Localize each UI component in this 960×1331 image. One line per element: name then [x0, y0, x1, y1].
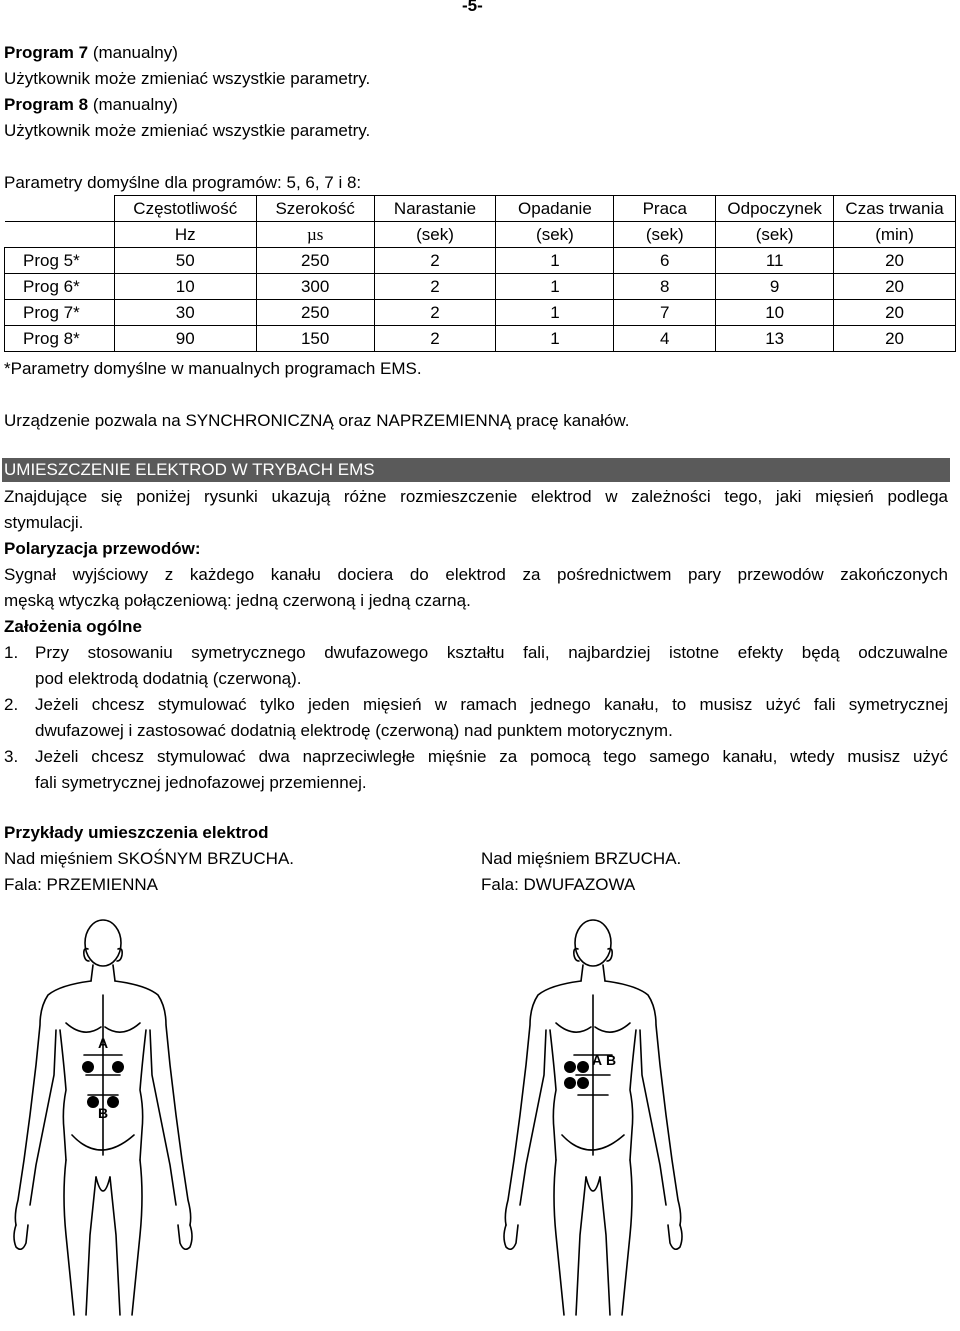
table-cell: 20: [834, 326, 956, 352]
page-number: -5-: [462, 0, 483, 15]
table-cell: 11: [716, 248, 834, 274]
polarization-text-line1: Sygnał wyjściowy z każdego kanału dociera do elektrod za pośrednictwem pary przewodów zakończonych: [4, 565, 948, 584]
electrode-label-a: A: [98, 1035, 109, 1051]
header-work: Praca: [614, 196, 716, 222]
table-cell: 8: [614, 274, 716, 300]
table-row: [5, 248, 956, 274]
unit-cell: (min): [834, 222, 956, 248]
table-row: [5, 274, 956, 300]
example-right-wave: Fala: DWUFAZOWA: [481, 875, 636, 894]
example-left-wave: Fala: PRZEMIENNA: [4, 875, 158, 894]
table-corner-cell: [5, 222, 115, 248]
section-title-bar: UMIESZCZENIE ELEKTROD W TRYBACH EMS: [2, 458, 950, 482]
table-cell: 2: [374, 300, 496, 326]
table-row: [5, 300, 956, 326]
item-number: 3.: [4, 747, 19, 766]
item-line1: Przy stosowaniu symetrycznego dwufazowego kształtu fali, najbardziej istotne efekty będą odczuwalne: [35, 643, 948, 662]
table-units-row: [5, 222, 956, 248]
table-cell: 13: [716, 326, 834, 352]
table-cell: 90: [114, 326, 256, 352]
item-line2: dwufazowej i zastosować dodatnią elektrodę (czerwoną) nad punktem motorycznym.: [35, 721, 673, 740]
table-cell: 10: [716, 300, 834, 326]
unit-cell: (sek): [496, 222, 614, 248]
general-heading: Założenia ogólne: [4, 617, 142, 636]
table-cell: 6: [614, 248, 716, 274]
table-cell: 1: [496, 248, 614, 274]
program8-title: Program 8: [4, 95, 89, 114]
table-cell: 1: [496, 326, 614, 352]
polarization-text-line2: męską wtyczką połączeniową: jedną czerwoną i jedną czarną.: [4, 591, 471, 610]
body-figure-oblique: [0, 915, 210, 1325]
header-rise: Narastanie: [374, 196, 496, 222]
item-line1: Jeżeli chcesz stymulować tylko jeden mięsień w ramach jednego kanału, to musisz użyć fali symetrycznej: [35, 695, 948, 714]
header-frequency: Częstotliwość: [114, 196, 256, 222]
electrode-label-b: B: [98, 1105, 109, 1121]
program8-desc: Użytkownik może zmieniać wszystkie parametry.: [4, 121, 371, 140]
electrode-label-a: A: [592, 1052, 603, 1068]
header-duration: Czas trwania: [834, 196, 956, 222]
defaults-heading: Parametry domyślne dla programów: 5, 6, 7 i 8:: [4, 173, 362, 192]
unit-cell: (sek): [374, 222, 496, 248]
table-cell: 20: [834, 248, 956, 274]
program8-mode: (manualny): [92, 95, 178, 114]
table-cell: 2: [374, 248, 496, 274]
table-cell: 2: [374, 274, 496, 300]
unit-cell: Hz: [114, 222, 256, 248]
section-intro-line2: stymulacji.: [4, 513, 84, 532]
table-cell: 2: [374, 326, 496, 352]
row-label: Prog 6*: [5, 274, 115, 300]
unit-cell: (sek): [716, 222, 834, 248]
table-row: [5, 326, 956, 352]
example-left-muscle: Nad mięśniem SKOŚNYM BRZUCHA.: [4, 849, 295, 868]
polarization-heading: Polaryzacja przewodów:: [4, 539, 201, 558]
table-footnote: *Parametry domyślne w manualnych programach EMS.: [4, 359, 422, 378]
table-cell: 1: [496, 274, 614, 300]
parameters-table: [4, 195, 956, 352]
program7-desc: Użytkownik może zmieniać wszystkie parametry.: [4, 69, 371, 88]
table-cell: 150: [256, 326, 374, 352]
table-cell: 250: [256, 300, 374, 326]
unit-cell: µs: [256, 222, 374, 248]
header-rest: Odpoczynek: [716, 196, 834, 222]
item-line2: fali symetrycznej jednofazowej przemiennej.: [35, 773, 367, 792]
program8-title-line: [4, 92, 178, 118]
table-cell: 50: [114, 248, 256, 274]
table-cell: 20: [834, 274, 956, 300]
table-cell: 1: [496, 300, 614, 326]
program7-title: Program 7: [4, 43, 89, 62]
table-cell: 7: [614, 300, 716, 326]
table-cell: 9: [716, 274, 834, 300]
item-number: 2.: [4, 695, 19, 714]
example-right-muscle: Nad mięśniem BRZUCHA.: [481, 849, 682, 868]
row-label: Prog 5*: [5, 248, 115, 274]
item-number: 1.: [4, 643, 19, 662]
table-corner-cell: [5, 196, 115, 222]
electrode-label-b: B: [606, 1052, 617, 1068]
table-cell: 30: [114, 300, 256, 326]
sync-note: Urządzenie pozwala na SYNCHRONICZNĄ oraz NAPRZEMIENNĄ pracę kanałów.: [4, 411, 630, 430]
table-header-row: [5, 196, 956, 222]
header-width: Szerokość: [256, 196, 374, 222]
item-line2: pod elektrodą dodatnią (czerwoną).: [35, 669, 302, 688]
section-intro-line1: Znajdujące się poniżej rysunki ukazują różne rozmieszczenie elektrod w zależności tego, jaki mięsień podlega: [4, 487, 948, 506]
item-line1: Jeżeli chcesz stymulować dwa naprzeciwległe mięśnie za pomocą tego samego kanału, wtedy musisz użyć: [35, 747, 948, 766]
header-fall: Opadanie: [496, 196, 614, 222]
row-label: Prog 8*: [5, 326, 115, 352]
program7-mode: (manualny): [92, 43, 178, 62]
table-cell: 300: [256, 274, 374, 300]
table-cell: 250: [256, 248, 374, 274]
table-cell: 4: [614, 326, 716, 352]
table-cell: 20: [834, 300, 956, 326]
program7-title-line: [4, 40, 178, 66]
examples-heading: Przykłady umieszczenia elektrod: [4, 823, 269, 842]
table-cell: 10: [114, 274, 256, 300]
unit-cell: (sek): [614, 222, 716, 248]
body-figure-abdomen: [490, 915, 700, 1325]
row-label: Prog 7*: [5, 300, 115, 326]
